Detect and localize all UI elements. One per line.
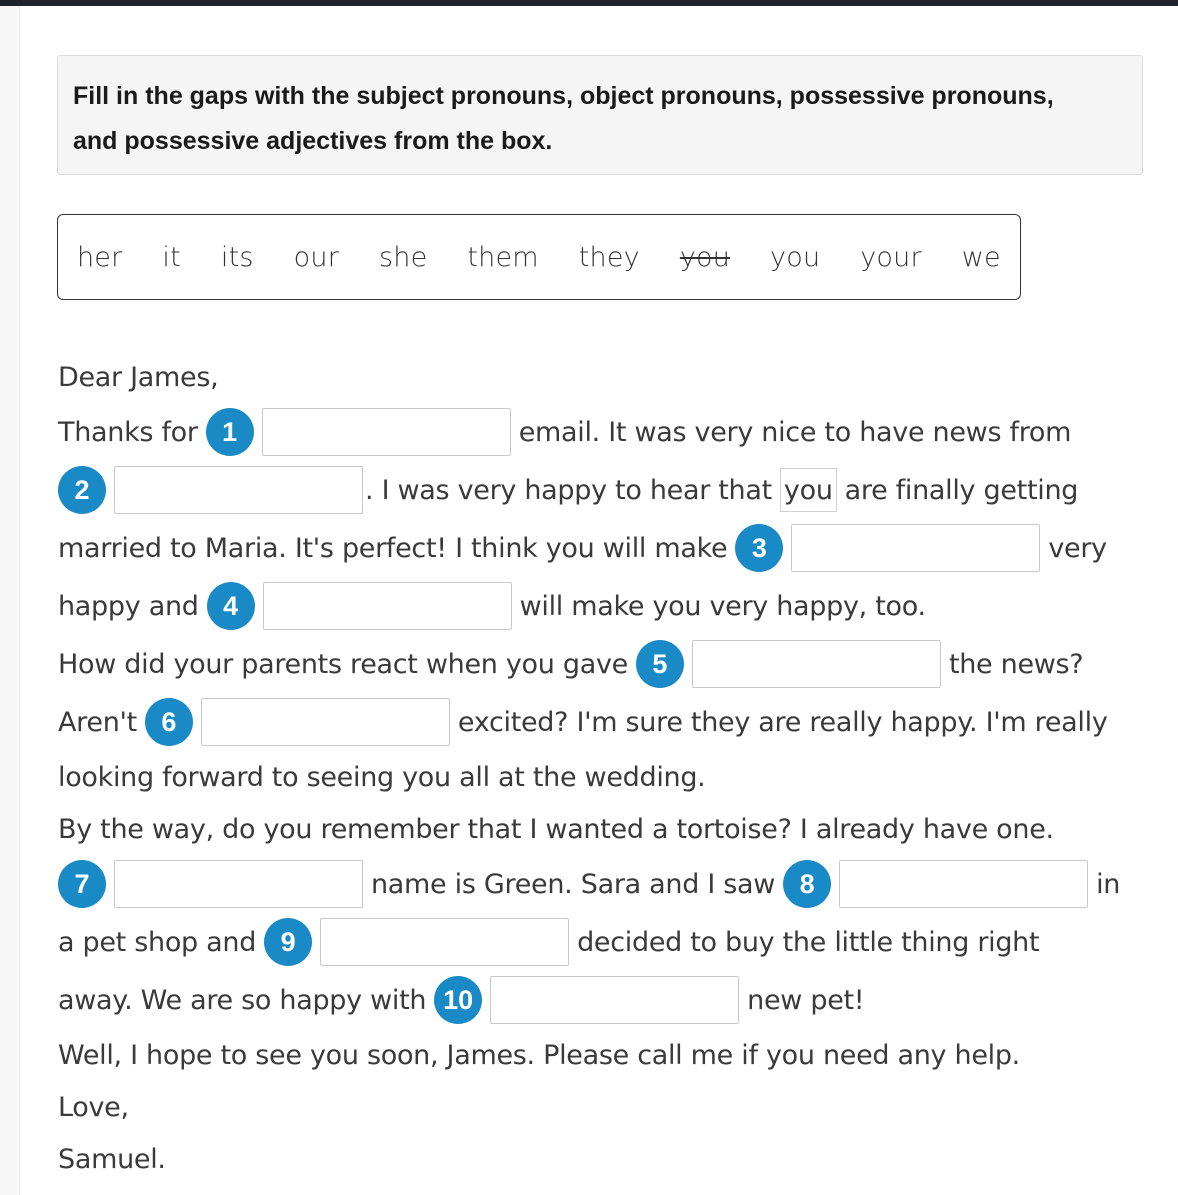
letter-line — [58, 1029, 1158, 1081]
word-option[interactable]: we — [961, 241, 1001, 273]
letter-text: Well, I hope to see you soon, James. Please call me if you need any help. — [58, 1039, 1020, 1071]
letter-text: name is Green. Sara and I saw — [371, 868, 776, 900]
gap-input-4[interactable] — [263, 582, 512, 630]
gap-number-badge: 8 — [783, 860, 831, 908]
letter-text: By the way, do you remember that I wanted a tortoise? I already have one. — [58, 813, 1054, 845]
gap-number-badge: 9 — [264, 918, 312, 966]
left-margin-strip — [0, 6, 20, 1195]
gap-input-2[interactable] — [114, 466, 363, 514]
gap-number-badge: 10 — [434, 976, 482, 1024]
gap-number-badge: 4 — [207, 582, 255, 630]
letter-text: are finally getting — [844, 474, 1079, 506]
letter-text: in — [1096, 868, 1121, 900]
letter-text: Aren't — [58, 706, 137, 738]
letter-line — [58, 971, 1158, 1029]
letter-line — [58, 351, 1158, 403]
instruction-box — [57, 55, 1143, 175]
letter-text: . I was very happy to hear that — [365, 474, 772, 506]
letter-text: excited? I'm sure they are really happy. I'm really — [457, 706, 1108, 738]
gap-number-badge: 3 — [735, 524, 783, 572]
signature: Samuel. — [58, 1143, 166, 1175]
letter-text: How did your parents react when you gave — [58, 648, 628, 680]
word-option[interactable]: her — [77, 241, 123, 273]
letter-text: a pet shop and — [58, 926, 257, 958]
gap-input-6[interactable] — [201, 698, 450, 746]
top-bar — [0, 0, 1178, 6]
word-option[interactable]: it — [162, 241, 181, 273]
gap-number-badge: 7 — [58, 860, 106, 908]
gap-input-7[interactable] — [114, 860, 363, 908]
letter-text: looking forward to seeing you all at the wedding. — [58, 761, 706, 793]
word-box — [57, 214, 1021, 300]
word-option[interactable]: they — [578, 241, 640, 273]
word-option[interactable]: your — [860, 241, 922, 273]
letter-line — [58, 1081, 1158, 1133]
gap-input-8[interactable] — [839, 860, 1088, 908]
letter-line — [58, 461, 1158, 519]
letter-text: the news? — [948, 648, 1084, 680]
letter-text: new pet! — [747, 984, 865, 1016]
word-option-used: you — [679, 241, 731, 273]
letter-line — [58, 1133, 1158, 1185]
letter-text: married to Maria. It's perfect! I think you will make — [58, 532, 728, 564]
letter-line — [58, 855, 1158, 913]
gap-number-badge: 5 — [636, 640, 684, 688]
instruction-text: Fill in the gaps with the subject pronouns, object pronouns, possessive pronouns, and possessive adjectives from the box. — [73, 82, 1054, 155]
gap-input-3[interactable] — [791, 524, 1040, 572]
greeting: Dear James, — [58, 361, 219, 393]
letter-line — [58, 913, 1158, 971]
word-option[interactable]: its — [220, 241, 254, 273]
word-option[interactable]: them — [467, 241, 539, 273]
letter-text: very — [1048, 532, 1107, 564]
word-option[interactable]: you — [770, 241, 821, 273]
letter-line — [58, 519, 1158, 577]
letter-line — [58, 693, 1158, 751]
gap-number-badge: 2 — [58, 466, 106, 514]
letter-text: will make you very happy, too. — [519, 590, 926, 622]
letter-text: away. We are so happy with — [58, 984, 427, 1016]
letter-line — [58, 403, 1158, 461]
gap-input-1[interactable] — [262, 408, 511, 456]
closing: Love, — [58, 1091, 129, 1123]
gap-number-badge: 6 — [145, 698, 193, 746]
letter-text: email. It was very nice to have news from — [518, 416, 1072, 448]
gap-input-5[interactable] — [692, 640, 941, 688]
letter-line — [58, 577, 1158, 635]
letter-text: decided to buy the little thing right — [577, 926, 1040, 958]
gap-input-10[interactable] — [490, 976, 739, 1024]
word-option[interactable]: our — [293, 241, 339, 273]
letter-line — [58, 635, 1158, 693]
letter-line — [58, 803, 1158, 855]
gap-number-badge: 1 — [206, 408, 254, 456]
word-option[interactable]: she — [378, 241, 428, 273]
letter-body — [58, 351, 1158, 1185]
gap-input-9[interactable] — [320, 918, 569, 966]
letter-text: happy and — [58, 590, 199, 622]
letter-text: Thanks for — [58, 416, 198, 448]
letter-line — [58, 751, 1158, 803]
example-answer: you — [780, 468, 837, 512]
